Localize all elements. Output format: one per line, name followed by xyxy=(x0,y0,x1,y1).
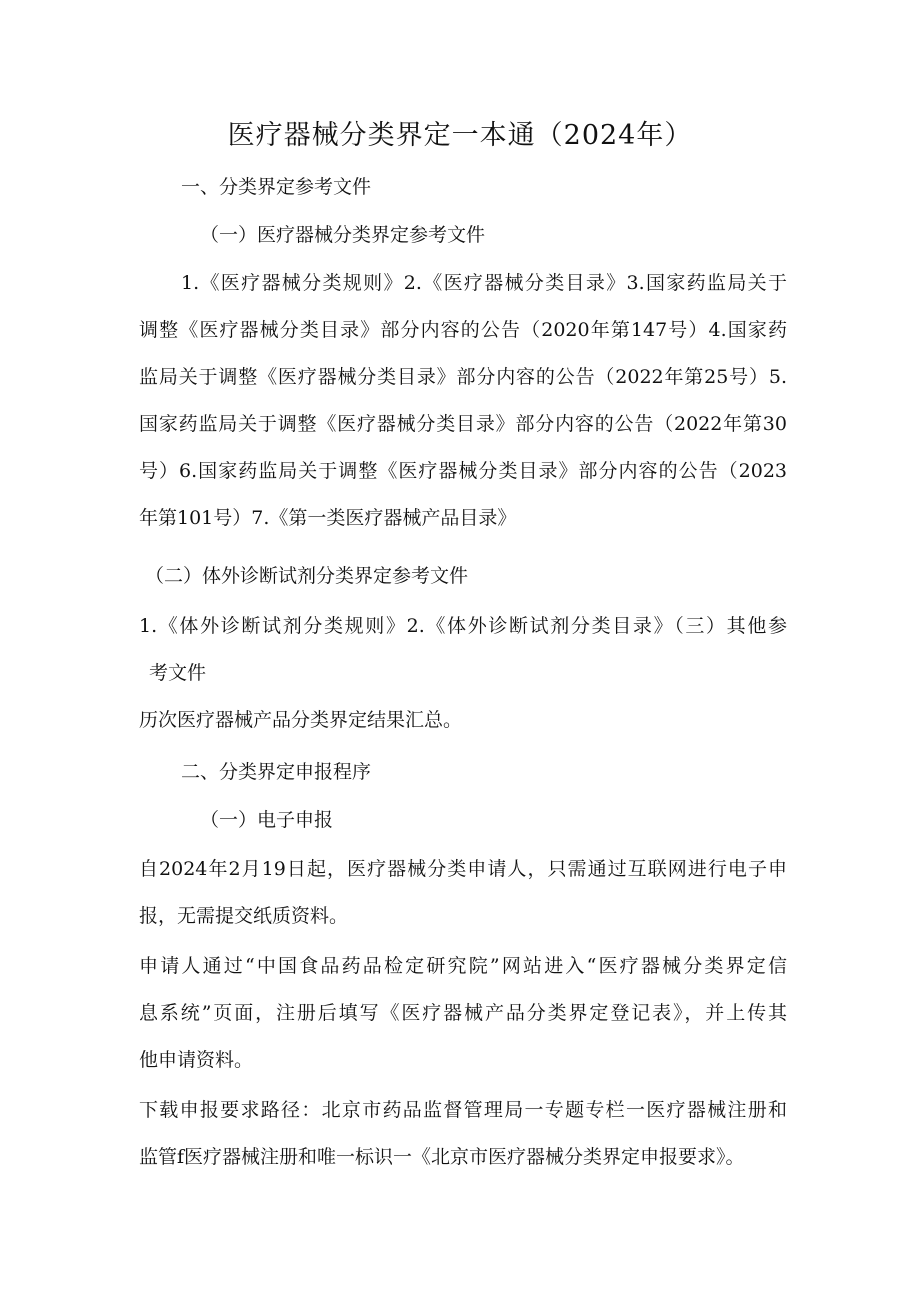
electronic-filing-paragraph-1 xyxy=(139,846,787,940)
text-line: 调整《医疗器械分类目录》部分内容的公告（2020年第147号）4.国家药 xyxy=(139,319,787,341)
section-1-heading: 一、分类界定参考文件 xyxy=(181,176,372,198)
electronic-filing-paragraph-2 xyxy=(139,943,787,1084)
text-line: 监管f医疗器械注册和唯一标识一《北京市医疗器械分类界定申报要求》。 xyxy=(139,1146,745,1168)
text-line: 他申请资料。 xyxy=(139,1049,254,1071)
text-line: 监局关于调整《医疗器械分类目录》部分内容的公告（2022年第25号）5. xyxy=(139,366,787,388)
download-path-paragraph xyxy=(139,1087,787,1181)
text-line: 年第101号）7.《第一类医疗器械产品目录》 xyxy=(139,507,517,529)
text-line: 1.《体外诊断试剂分类规则》2.《体外诊断试剂分类目录》（三）其他参 xyxy=(139,615,787,637)
section-1-1-body xyxy=(139,260,787,542)
section-1-other-text: 历次医疗器械产品分类界定结果汇总。 xyxy=(139,709,463,731)
text-line: 1.《医疗器械分类规则》2.《医疗器械分类目录》3.国家药监局关于 xyxy=(181,272,787,294)
text-line: 下载申报要求路径：北京市药品监督管理局一专题专栏一医疗器械注册和 xyxy=(139,1099,787,1121)
text-line: 国家药监局关于调整《医疗器械分类目录》部分内容的公告（2022年第30 xyxy=(139,413,787,435)
text-line: 息系统”页面，注册后填写《医疗器械产品分类界定登记表》，并上传其 xyxy=(139,1002,787,1024)
text-line: 号）6.国家药监局关于调整《医疗器械分类目录》部分内容的公告（2023 xyxy=(139,460,787,482)
text-line: 申请人通过“中国食品药品检定研究院”网站进入“医疗器械分类界定信 xyxy=(139,955,787,977)
document-title: 医疗器械分类界定一本通（2024年） xyxy=(227,120,693,151)
text-line: 报，无需提交纸质资料。 xyxy=(139,905,349,927)
section-1-2-body xyxy=(139,603,787,697)
text-line: 考文件 xyxy=(149,662,207,684)
section-2-1-heading: （一）电子申报 xyxy=(200,809,334,831)
section-2-heading: 二、分类界定申报程序 xyxy=(181,761,372,783)
section-1-1-heading: （一）医疗器械分类界定参考文件 xyxy=(200,224,486,246)
text-line: 自2024年2月19日起，医疗器械分类申请人，只需通过互联网进行电子申 xyxy=(139,858,787,880)
section-1-2-heading: （二）体外诊断试剂分类界定参考文件 xyxy=(145,565,469,587)
